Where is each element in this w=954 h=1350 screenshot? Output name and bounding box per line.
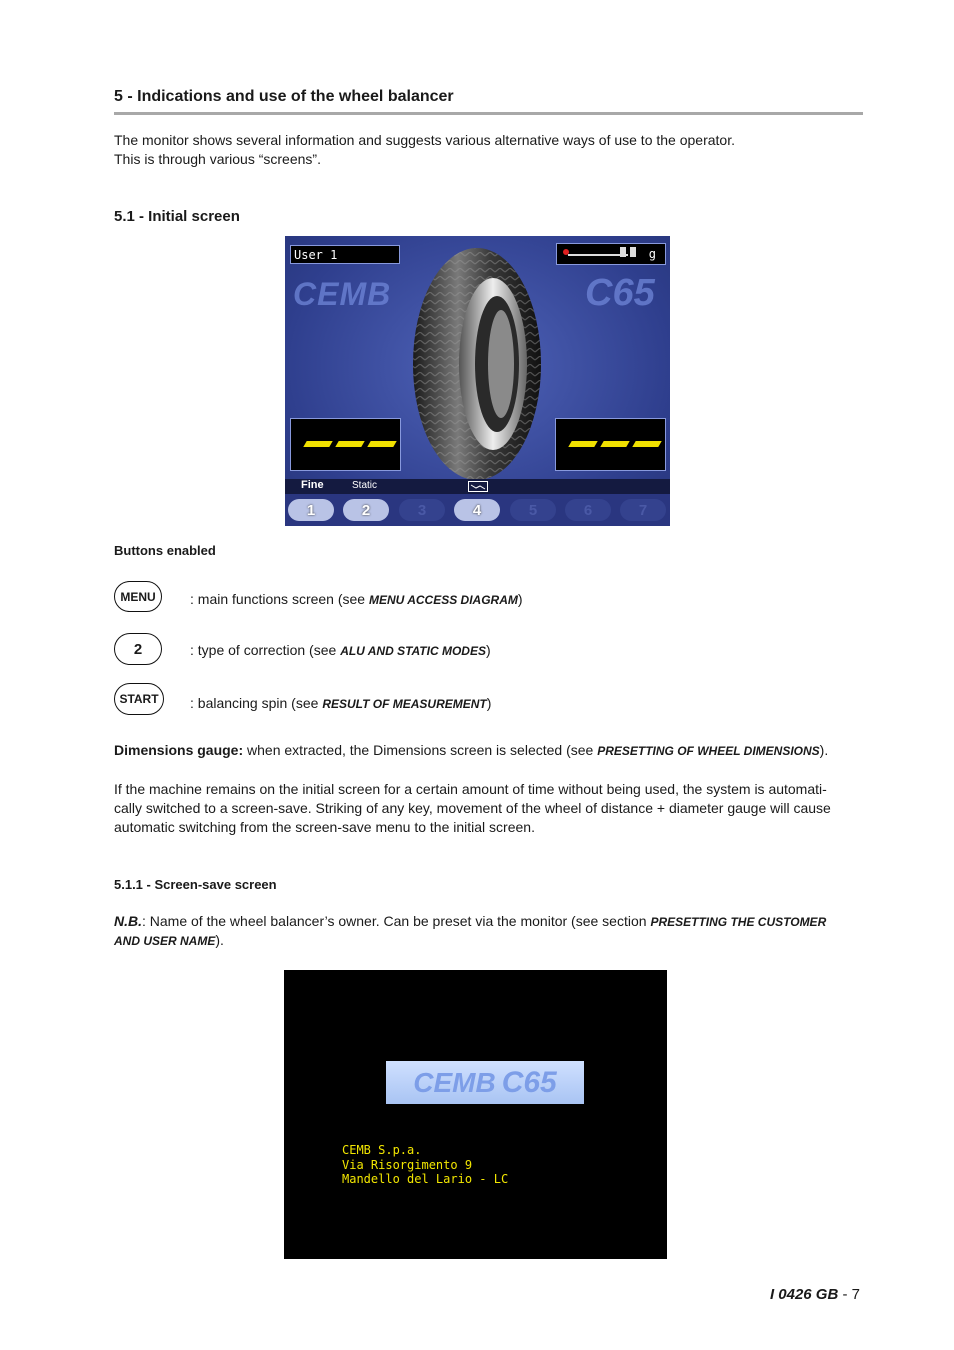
logo-c65: C65 — [501, 1065, 557, 1099]
function-button-5: 5 — [510, 499, 556, 521]
screensave-heading: 5.1.1 - Screen-save screen — [114, 877, 277, 892]
intro-line-1: The monitor shows several information and suggests various alternative ways of use to the operator. — [114, 132, 735, 148]
right-dash-2 — [600, 441, 629, 447]
cemb-c65-logo — [386, 1061, 584, 1104]
left-dash-1 — [303, 441, 332, 447]
screensave-para-line-1: If the machine remains on the initial screen for a certain amount of time without being used, the system is automati- — [114, 781, 827, 797]
function-button-7: 7 — [620, 499, 666, 521]
left-plane-display — [290, 418, 401, 471]
start-key-icon: START — [114, 683, 164, 715]
cemb-watermark: CEMB — [293, 276, 392, 312]
dimensions-gauge-paragraph: Dimensions gauge: when extracted, the Dimensions screen is selected (see PRESETTING OF WHEEL DIMENSIONS). — [114, 742, 829, 758]
screensave-para-line-2: cally switched to a screen-save. Striking of any key, movement of the wheel of distance + diameter gauge will cause — [114, 800, 831, 816]
c65-watermark: C65 — [585, 272, 655, 314]
screensave-para-line-3: automatic switching from the screen-save menu to the initial screen. — [114, 819, 535, 835]
wheel-axle-icon — [560, 244, 650, 264]
key-2-description: : type of correction (see ALU AND STATIC MODES) — [190, 642, 491, 658]
left-dash-3 — [367, 441, 396, 447]
function-button-6: 6 — [565, 499, 611, 521]
status-bar — [285, 479, 670, 494]
function-button-2[interactable]: 2 — [343, 499, 389, 521]
screensave-image — [284, 970, 667, 1259]
buttons-enabled-heading: Buttons enabled — [114, 543, 216, 558]
nb-line-1: N.B.: Name of the wheel balancer’s owner. Can be preset via the monitor (see section PRESETTING THE CUSTOMER — [114, 913, 827, 929]
unit-label: g — [648, 247, 656, 261]
title-rule — [114, 112, 863, 115]
right-plane-display — [555, 418, 666, 471]
owner-name: CEMB S.p.a. — [342, 1143, 422, 1157]
chart-icon — [468, 481, 488, 492]
left-dash-2 — [335, 441, 364, 447]
tire-illustration — [405, 244, 555, 484]
owner-street: Via Risorgimento 9 — [342, 1158, 473, 1172]
initial-screen-image — [285, 236, 670, 526]
function-button-4[interactable]: 4 — [454, 499, 500, 521]
intro-line-2: This is through various “screens”. — [114, 151, 321, 167]
owner-city: Mandello del Lario - LC — [342, 1172, 509, 1186]
function-button-row — [285, 494, 670, 526]
status-fine: Fine — [301, 479, 324, 491]
initial-screen-heading: 5.1 - Initial screen — [114, 208, 240, 225]
function-button-3: 3 — [399, 499, 445, 521]
start-key-description: : balancing spin (see RESULT OF MEASUREMENT) — [190, 695, 492, 711]
user-label: User 1 — [290, 245, 400, 264]
right-dash-1 — [568, 441, 597, 447]
section-title: 5 - Indications and use of the wheel balancer — [114, 88, 454, 105]
key-2-icon: 2 — [114, 633, 162, 665]
right-dash-3 — [632, 441, 661, 447]
function-button-1[interactable]: 1 — [288, 499, 334, 521]
menu-key-icon: MENU — [114, 581, 162, 612]
weight-unit-box — [556, 243, 666, 265]
logo-cemb: CEMB — [413, 1066, 496, 1098]
page-footer: I 0426 GB - 7 — [769, 1286, 860, 1303]
nb-line-2: AND USER NAME). — [114, 932, 224, 948]
status-static: Static — [352, 480, 378, 491]
menu-key-description: : main functions screen (see MENU ACCESS DIAGRAM) — [190, 591, 523, 607]
